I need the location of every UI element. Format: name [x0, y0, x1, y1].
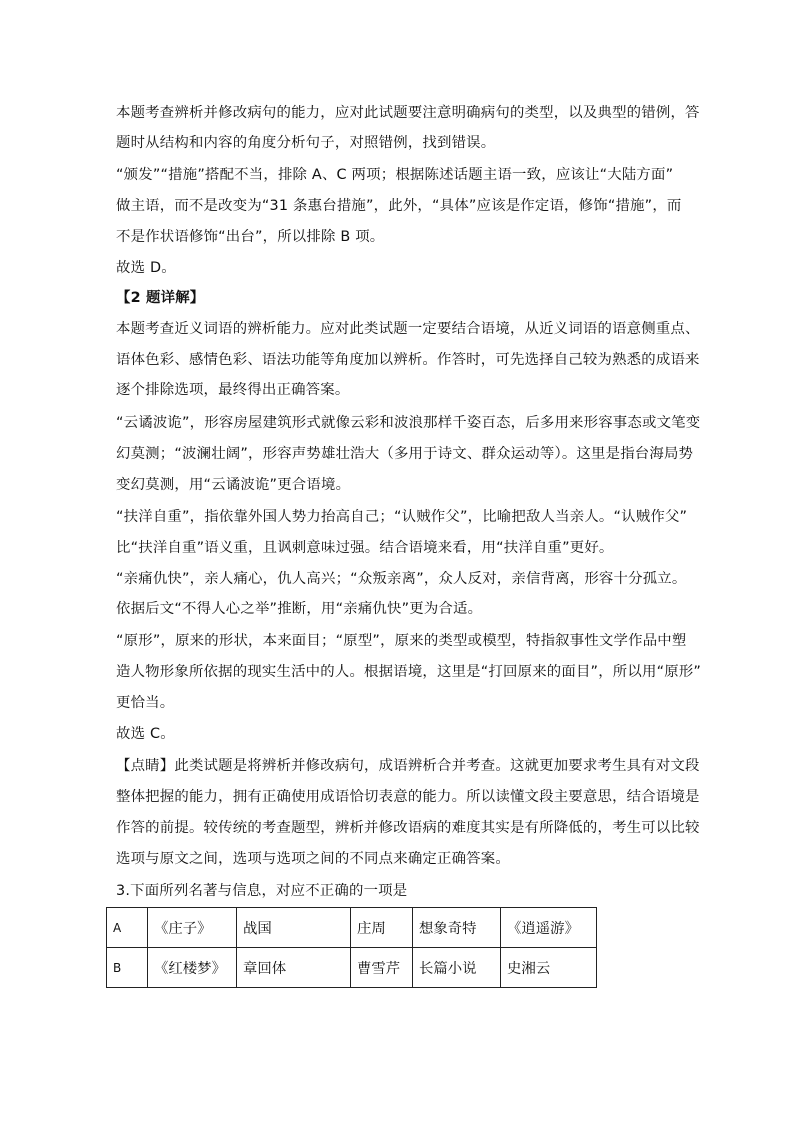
text-line: 选项与原文之间，选项与选项之间的不同点来确定正确答案。: [116, 851, 510, 867]
text-line: 幻莫测；“波澜壮阔”，形容声势雄壮浩大（多用于诗文、群众运动等）。这里是指台海局势: [116, 446, 694, 462]
text-line: 语体色彩、感情色彩、语法功能等角度加以辨析。作答时，可先选择自己较为熟悉的成语来: [116, 352, 700, 368]
text-line: “亲痛仇快”，亲人痛心，仇人高兴；“众叛亲离”，众人反对，亲信背离，形容十分孤立。: [116, 571, 687, 587]
text-line: 整体把握的能力，拥有正确使用成语恰切表意的能力。所以读懂文段主要意思，结合语境是: [116, 789, 700, 805]
table-cell: 长篇小说: [413, 948, 501, 988]
table-cell: 《庄子》: [148, 908, 237, 948]
table-cell: 战国: [237, 908, 351, 948]
text-line: 逐个排除选项，最终得出正确答案。: [116, 382, 350, 398]
question-title: 3.下面所列名著与信息，对应不正确的一项是: [116, 883, 408, 899]
section-heading: 【2 题详解】: [116, 290, 205, 306]
key-point-paragraph: 【点睛】此类试题是将辨析并修改病句，成语辨析合并考查。这就更加要求考生具有对文段: [116, 758, 700, 774]
text-line: “云谲波诡”，形容房屋建筑形式就像云彩和波浪那样千姿百态，后多用来形容事态或文笔变: [116, 415, 701, 431]
text-line: 题时从结构和内容的角度分析句子，对照错例，找到错误。: [116, 135, 496, 151]
table-cell: 曹雪芹: [351, 948, 413, 988]
table-cell: 《红楼梦》: [148, 948, 237, 988]
table-row: [107, 908, 597, 948]
text-line: 比“扶洋自重”语义重，且讽刺意味过强。结合语境来看，用“扶洋自重”更好。: [116, 540, 614, 556]
text-line: 作答的前提。较传统的考查题型，辨析并修改语病的难度其实是有所降低的，考生可以比较: [116, 820, 700, 836]
text-line: 故选 C。: [116, 726, 175, 742]
table-cell: 《逍遥游》: [501, 908, 597, 948]
text-line: “颁发”“措施”搭配不当，排除 A、C 两项；根据陈述话题主语一致，应该让“大陆方面”: [116, 167, 674, 183]
text-line: “原形”，原来的形状，本来面目；“原型”，原来的类型或模型，特指叙事性文学作品中塑: [116, 633, 687, 649]
text-line: 故选 D。: [116, 260, 176, 276]
table-cell: 章回体: [237, 948, 351, 988]
table-row: [107, 948, 597, 988]
table-cell: 史湘云: [501, 948, 597, 988]
text-line: 本题考查辨析并修改病句的能力，应对此试题要注意明确病句的类型，以及典型的错例，答: [116, 105, 700, 121]
table-cell: 想象奇特: [413, 908, 501, 948]
table-cell: A: [107, 908, 148, 948]
text-line: 依据后文“不得人心之举”推断，用“亲痛仇快”更为合适。: [116, 601, 483, 617]
table-cell: 庄周: [351, 908, 413, 948]
text-line: 本题考查近义词语的辨析能力。应对此类试题一定要结合语境，从近义词语的语意侧重点、: [116, 321, 700, 337]
text-line: 变幻莫测，用“云谲波诡”更合语境。: [116, 477, 351, 493]
text-line: 做主语，而不是改变为“31 条惠台措施”，此外，“具体”应该是作定语，修饰“措施”，而: [116, 198, 682, 214]
text-line: 更恰当。: [116, 695, 175, 711]
text-line: 不是作状语修饰“出台”，所以排除 B 项。: [116, 229, 385, 245]
text-line: 造人物形象所依据的现实生活中的人。根据语境，这里是“打回原来的面目”，所以用“原形”: [116, 664, 702, 680]
text-line: “扶洋自重”，指依靠外国人势力抬高自己；“认贼作父”，比喻把敌人当亲人。“认贼作父”: [116, 509, 688, 525]
table-cell: B: [107, 948, 148, 988]
question-table: [106, 907, 597, 988]
